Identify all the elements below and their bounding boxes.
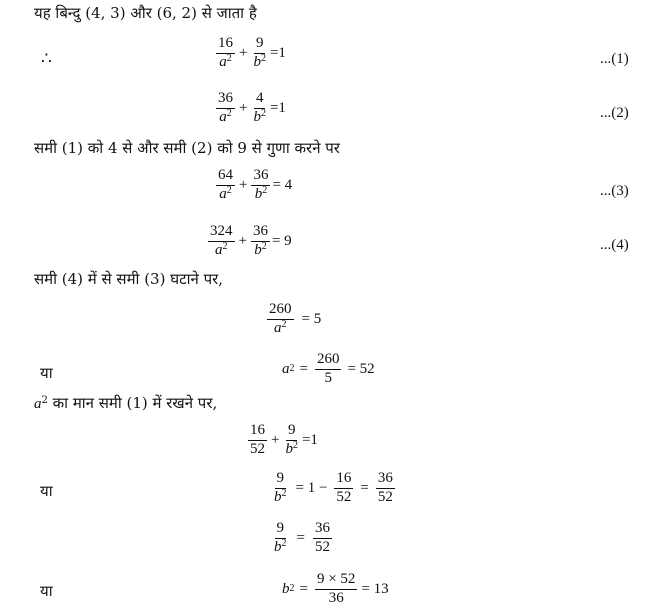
ya-text-3: या [40, 582, 53, 600]
denominator: 52 [336, 488, 352, 505]
numerator: 36 [251, 224, 270, 242]
rhs: =1 [301, 431, 318, 448]
fraction [267, 302, 294, 337]
numerator: 36 [251, 168, 270, 186]
equation-ref-1: ...(1) [600, 51, 629, 67]
denominator: $b^2$ [274, 487, 287, 505]
equals-sign: = [296, 529, 305, 546]
numerator: 4 [254, 91, 266, 109]
numerator: 324 [208, 224, 235, 242]
denominator: $a^2$ [219, 52, 232, 70]
ya-text-1: या [40, 364, 53, 382]
numerator: 36 [216, 91, 235, 109]
fraction [248, 423, 267, 458]
rhs: = 9 [271, 232, 292, 249]
denominator: 52 [377, 488, 393, 505]
fraction [251, 36, 268, 71]
fraction [315, 572, 357, 607]
numerator: 9 [286, 423, 298, 441]
denominator: $b^2$ [253, 107, 266, 125]
equation-3 [214, 168, 292, 203]
numerator: 64 [216, 168, 235, 186]
equation-1 [214, 36, 286, 71]
numerator: 36 [376, 471, 395, 489]
fraction [315, 352, 342, 387]
equation-6: a 2 = $\frac{260}{5}$ = 52 [282, 351, 375, 386]
denominator: $a^2$ [215, 240, 228, 258]
denominator: $b^2$ [253, 52, 266, 70]
plus-sign: + [271, 431, 280, 448]
numerator: 9 [254, 36, 266, 54]
fraction [283, 423, 300, 458]
denominator: 52 [250, 440, 265, 457]
rhs: =1 [269, 44, 286, 61]
denominator: $b^2$ [254, 184, 268, 202]
equals-sign: = [299, 360, 308, 377]
step-subtract-text: समी (4) में से समी (3) घटाने पर, [34, 270, 224, 288]
denominator: $a^2$ [274, 318, 287, 336]
step-multiply-text: समी (1) को 4 से और समी (2) को 9 से गुणा करने पर [34, 139, 340, 157]
equation-5 [265, 302, 321, 337]
rhs: = 52 [347, 360, 375, 377]
equals-sign: = [360, 479, 369, 496]
numerator: 16 [334, 471, 353, 489]
denominator: $b^2$ [254, 240, 267, 258]
variable: b [282, 580, 290, 597]
equation-ref-3: ...(3) [600, 183, 629, 199]
numerator: 260 [315, 352, 342, 370]
denominator: $a^2$ [219, 107, 232, 125]
fraction [272, 521, 289, 556]
ya-text-2: या [40, 482, 53, 500]
denominator: 52 [314, 538, 330, 555]
fraction [251, 168, 270, 203]
denominator: $b^2$ [285, 439, 298, 457]
equation-4 [206, 224, 292, 259]
fraction [216, 91, 235, 126]
fraction [208, 224, 235, 259]
numerator: 16 [248, 423, 267, 441]
equation-ref-2: ...(2) [600, 105, 629, 121]
fraction [334, 471, 353, 506]
numerator: 16 [216, 36, 235, 54]
numerator: 9 [275, 471, 287, 489]
fraction [272, 471, 289, 506]
fraction [313, 521, 332, 556]
rhs: = 5 [301, 310, 322, 327]
denominator: 5 [324, 369, 332, 386]
substitute-label: का मान समी (1) में रखने पर, [52, 394, 218, 412]
rhs: = 4 [272, 176, 293, 193]
numerator: 9 [275, 521, 287, 539]
fraction [216, 36, 235, 71]
plus-sign: + [239, 44, 248, 61]
fraction [376, 471, 395, 506]
variable: a [34, 396, 42, 412]
equals-one-minus: = 1 − [295, 479, 328, 496]
equation-ref-4: ...(4) [600, 237, 629, 253]
therefore-symbol: ∴ [41, 49, 52, 69]
fraction [251, 91, 268, 126]
equals-sign: = [299, 580, 308, 597]
denominator: $b^2$ [274, 537, 287, 555]
numerator: 260 [267, 302, 294, 320]
fraction [216, 168, 235, 203]
step-substitute-text: $a^2$ का मान समी (1) में रखने पर, [34, 394, 218, 412]
rhs: = 13 [361, 580, 389, 597]
denominator: $a^2$ [219, 184, 232, 202]
plus-sign: + [239, 176, 248, 193]
plus-sign: + [239, 99, 248, 116]
equation-9 [270, 521, 334, 556]
numerator: 36 [313, 521, 332, 539]
equation-8 [270, 471, 397, 506]
equation-10: b 2 = $\frac{9 \times 52}{36}$ = 13 [282, 571, 389, 606]
intro-text: यह बिन्दु (4, 3) और (6, 2) से जाता है [34, 4, 257, 22]
plus-sign: + [238, 232, 247, 249]
equation-2 [214, 91, 286, 126]
equation-7 [246, 423, 318, 458]
rhs: =1 [269, 99, 286, 116]
variable: a [282, 360, 290, 377]
fraction [251, 224, 270, 259]
denominator: 36 [328, 589, 344, 606]
numerator: 9 × 52 [315, 572, 357, 590]
